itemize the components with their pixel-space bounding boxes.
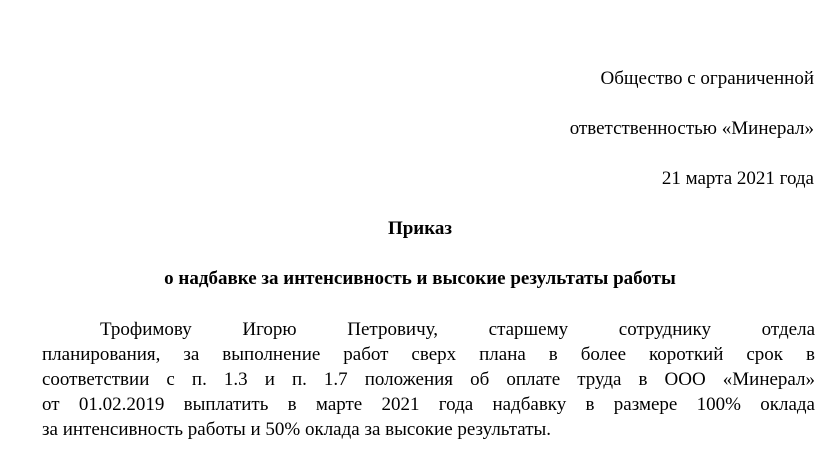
body-line: соответствии с п. 1.3 и п. 1.7 положения об оплате труда в ООО «Минерал» — [42, 369, 815, 390]
order-body-paragraph — [42, 317, 815, 442]
body-line: за интенсивность работы и 50% оклада за высокие результаты. — [42, 419, 552, 440]
organization-name-line-2: ответственностью «Минерал» — [569, 118, 814, 139]
organization-name-line-1: Общество с ограниченной — [600, 68, 814, 89]
document-title: Приказ — [387, 218, 453, 239]
document-subtitle: о надбавке за интенсивность и высокие результаты работы — [164, 268, 676, 289]
document-date: 21 марта 2021 года — [661, 168, 814, 189]
body-line: Трофимову Игорю Петровичу, старшему сотруднику отдела — [100, 319, 815, 340]
body-line: от 01.02.2019 выплатить в марте 2021 года надбавку в размере 100% оклада — [42, 394, 815, 415]
body-line: планирования, за выполнение работ сверх плана в более короткий срок в — [42, 344, 815, 365]
